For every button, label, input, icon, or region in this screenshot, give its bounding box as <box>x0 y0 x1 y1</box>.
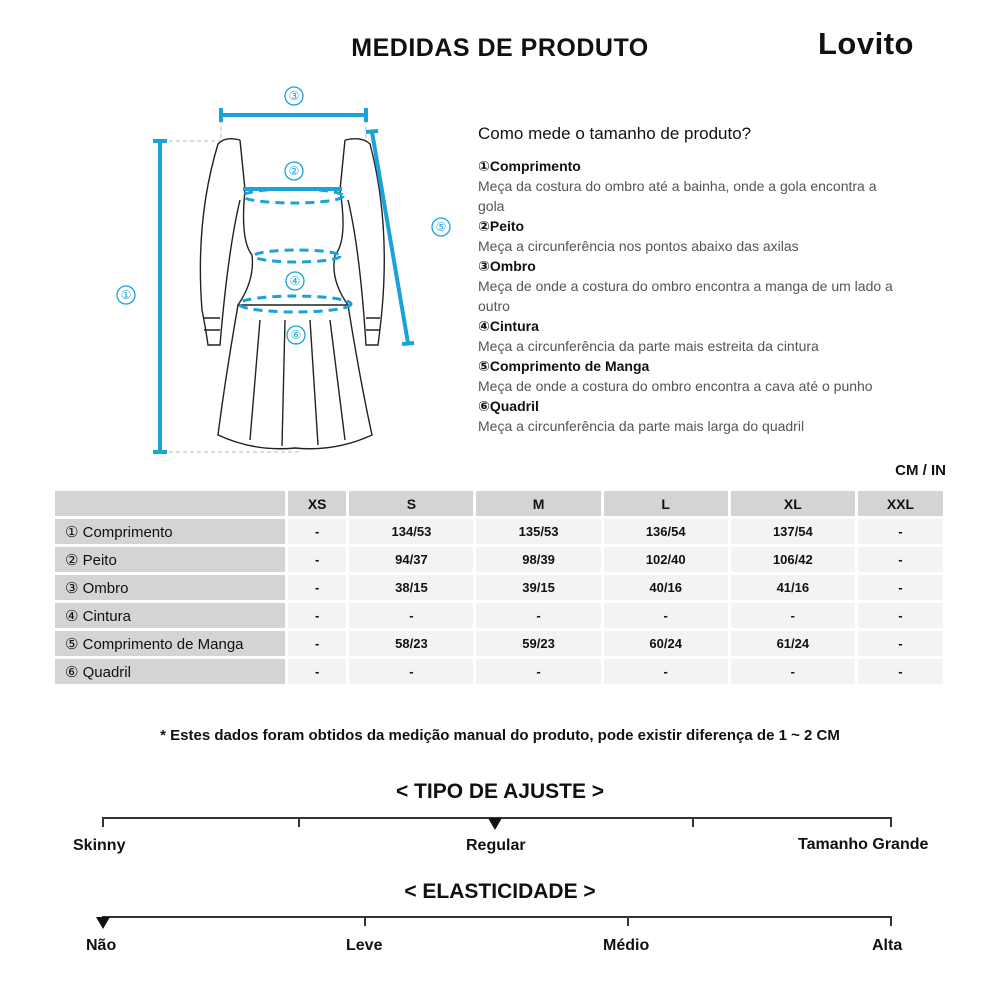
table-cell: - <box>349 659 473 684</box>
elasticity-label-light: Leve <box>346 937 383 954</box>
table-cell: - <box>731 659 855 684</box>
table-cell: 135/53 <box>476 519 600 544</box>
table-cell: - <box>858 603 943 628</box>
fit-tick <box>890 817 892 827</box>
marker-chest: ② <box>288 164 300 178</box>
table-cell: - <box>288 547 346 572</box>
instruction-desc: Meça a circunferência nos pontos abaixo das axilas <box>478 238 799 254</box>
table-row <box>55 519 943 544</box>
instruction-item <box>478 256 948 316</box>
table-row <box>55 631 943 656</box>
footnote: * Estes dados foram obtidos da medição manual do produto, pode existir diferença de 1 ~ 2 CM <box>160 727 840 744</box>
instruction-desc: Meça de onde a costura do ombro encontra a cava até o punho <box>478 378 873 394</box>
instruction-name: ③Ombro <box>478 258 536 274</box>
instruction-item <box>478 356 948 396</box>
marker-length: ① <box>120 288 132 302</box>
instruction-desc: Meça da costura do ombro até a bainha, onde a gola encontra a gola <box>478 178 877 214</box>
table-cell: - <box>604 603 728 628</box>
instruction-name: ①Comprimento <box>478 158 581 174</box>
row-label: ① Comprimento <box>55 519 285 544</box>
garment-diagram <box>90 80 470 470</box>
table-cell: - <box>858 631 943 656</box>
row-label: ③ Ombro <box>55 575 285 600</box>
elasticity-selected-marker-icon <box>96 917 110 929</box>
row-label: ⑥ Quadril <box>55 659 285 684</box>
table-row <box>55 603 943 628</box>
size-header: S <box>349 491 473 516</box>
table-cell: - <box>288 631 346 656</box>
table-header-row <box>55 491 943 516</box>
table-cell: - <box>731 603 855 628</box>
fit-label-large: Tamanho Grande <box>798 836 929 853</box>
table-cell: - <box>476 659 600 684</box>
fit-tick <box>692 817 694 827</box>
table-cell: - <box>288 603 346 628</box>
row-label: ④ Cintura <box>55 603 285 628</box>
table-cell: 41/16 <box>731 575 855 600</box>
marker-sleeve: ⑤ <box>435 220 447 234</box>
table-cell: 102/40 <box>604 547 728 572</box>
size-header: XS <box>288 491 346 516</box>
table-cell: 39/15 <box>476 575 600 600</box>
size-header: M <box>476 491 600 516</box>
instructions-title: Como mede o tamanho de produto? <box>478 124 752 143</box>
elasticity-tick <box>627 916 629 926</box>
fit-title: < TIPO DE AJUSTE > <box>395 780 605 803</box>
fit-selected-marker-icon <box>488 818 502 830</box>
size-header: XL <box>731 491 855 516</box>
elasticity-label-medium: Médio <box>603 937 650 954</box>
marker-waist: ④ <box>289 274 301 288</box>
table-row <box>55 659 943 684</box>
table-cell: 38/15 <box>349 575 473 600</box>
table-cell: - <box>288 575 346 600</box>
table-cell: - <box>858 659 943 684</box>
measurement-instructions <box>478 124 948 436</box>
size-table <box>52 488 946 687</box>
elasticity-scale-line <box>102 916 892 918</box>
instruction-name: ⑤Comprimento de Manga <box>478 358 650 374</box>
table-row <box>55 547 943 572</box>
instruction-item <box>478 316 948 356</box>
brand-logo: Lovito <box>818 26 914 61</box>
elasticity-label-high: Alta <box>872 937 903 954</box>
fit-tick <box>102 817 104 827</box>
dress-outline <box>200 139 384 449</box>
table-cell: - <box>858 519 943 544</box>
instruction-item <box>478 396 948 436</box>
table-corner <box>55 491 285 516</box>
fit-label-regular: Regular <box>466 837 526 854</box>
table-cell: 60/24 <box>604 631 728 656</box>
table-cell: 137/54 <box>731 519 855 544</box>
instruction-desc: Meça a circunferência da parte mais larga do quadril <box>478 418 805 434</box>
table-cell: 106/42 <box>731 547 855 572</box>
instruction-name: ④Cintura <box>478 318 539 334</box>
marker-shoulder: ③ <box>288 89 300 103</box>
size-header: L <box>604 491 728 516</box>
fit-tick <box>298 817 300 827</box>
table-cell: - <box>476 603 600 628</box>
table-cell: 61/24 <box>731 631 855 656</box>
instruction-desc: Meça a circunferência da parte mais estreita da cintura <box>478 338 819 354</box>
table-cell: 136/54 <box>604 519 728 544</box>
fit-label-skinny: Skinny <box>73 837 126 854</box>
table-cell: - <box>858 547 943 572</box>
marker-hip: ⑥ <box>290 328 302 342</box>
table-cell: - <box>349 603 473 628</box>
elasticity-label-none: Não <box>86 937 117 954</box>
table-row <box>55 575 943 600</box>
table-cell: 94/37 <box>349 547 473 572</box>
page-title: MEDIDAS DE PRODUTO <box>351 34 649 62</box>
size-header: XXL <box>858 491 943 516</box>
table-cell: - <box>604 659 728 684</box>
elasticity-tick <box>364 916 366 926</box>
elasticity-tick <box>890 916 892 926</box>
table-cell: 40/16 <box>604 575 728 600</box>
elasticity-title: < ELASTICIDADE > <box>404 880 596 903</box>
row-label: ⑤ Comprimento de Manga <box>55 631 285 656</box>
instruction-name: ②Peito <box>478 218 525 234</box>
table-cell: 134/53 <box>349 519 473 544</box>
table-cell: 98/39 <box>476 547 600 572</box>
instruction-item <box>478 156 948 216</box>
instruction-item <box>478 216 948 256</box>
unit-label: CM / IN <box>895 462 946 479</box>
table-cell: - <box>288 659 346 684</box>
table-cell: 58/23 <box>349 631 473 656</box>
instruction-desc: Meça de onde a costura do ombro encontra a manga de um lado a outro <box>478 278 893 314</box>
table-cell: - <box>288 519 346 544</box>
row-label: ② Peito <box>55 547 285 572</box>
instruction-name: ⑥Quadril <box>478 398 539 414</box>
table-cell: - <box>858 575 943 600</box>
table-cell: 59/23 <box>476 631 600 656</box>
